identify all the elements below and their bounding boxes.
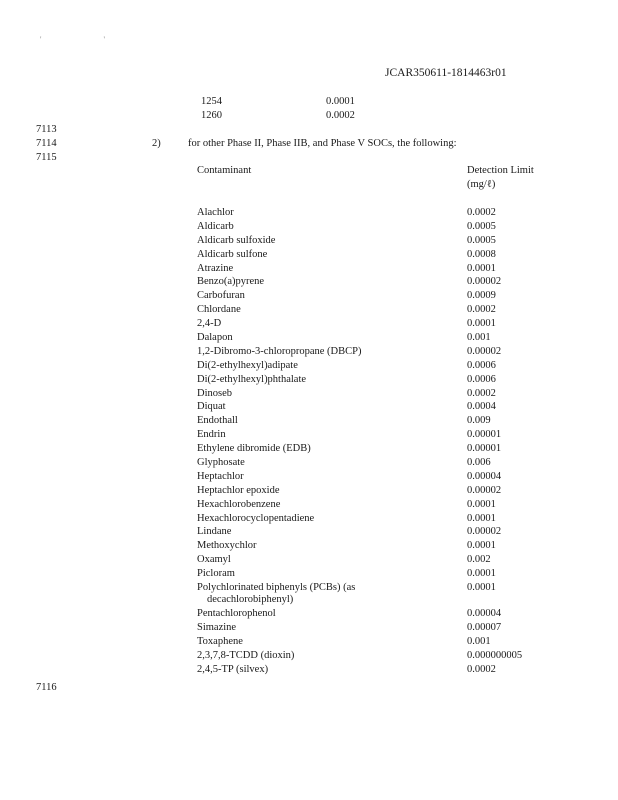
item-text: for other Phase II, Phase IIB, and Phase V SOCs, the following: <box>188 138 457 149</box>
contaminant-name: Alachlor <box>197 207 234 218</box>
detection-limit: 0.00002 <box>467 526 502 538</box>
contaminant-table <box>197 208 577 679</box>
table-row <box>197 277 577 291</box>
contaminant-name: Heptachlor <box>197 470 244 482</box>
contaminant-name: Di(2-ethylhexyl)adipate <box>197 359 298 371</box>
scan-marks: ' ' <box>40 35 135 44</box>
table-row <box>197 236 577 250</box>
contaminant-name: Pentachlorophenol <box>197 608 276 620</box>
detection-limit: 0.0005 <box>467 220 496 232</box>
contaminant-name: Polychlorinated biphenyls (PCBs) (as <box>197 582 356 594</box>
detection-limit: 0.0001 <box>467 582 496 594</box>
table-row <box>197 361 577 375</box>
document-id: JCAR350611-1814463r01 <box>385 67 507 79</box>
column-header-units: (mg/ℓ) <box>467 179 496 190</box>
contaminant-name: 1,2-Dibromo-3-chloropropane (DBCP) <box>197 345 362 357</box>
table-row <box>197 444 577 458</box>
item-number: 2) <box>152 138 161 149</box>
prev-row-value: 0.0001 <box>326 96 355 107</box>
contaminant-name: Picloram <box>197 568 235 580</box>
contaminant-name: 2,3,7,8-TCDD (dioxin) <box>197 649 295 661</box>
detection-limit: 0.002 <box>467 554 491 566</box>
contaminant-name: Glyphosate <box>197 457 245 469</box>
detection-limit: 0.0006 <box>467 359 496 371</box>
detection-limit: 0.0005 <box>467 234 496 246</box>
table-row <box>197 555 577 569</box>
table-row <box>197 609 577 623</box>
contaminant-name: Aldicarb sulfone <box>197 248 268 260</box>
table-row <box>197 250 577 264</box>
table-row <box>197 458 577 472</box>
table-row <box>197 569 577 583</box>
contaminant-name: Benzo(a)pyrene <box>197 276 265 288</box>
detection-limit: 0.0009 <box>467 290 496 302</box>
table-row <box>197 222 577 236</box>
line-number: 7115 <box>36 152 57 163</box>
contaminant-name-continued: decachlorobiphenyl) <box>207 594 294 606</box>
detection-limit: 0.00001 <box>467 443 502 455</box>
line-number: 7113 <box>36 124 57 135</box>
table-row <box>197 651 577 665</box>
table-row <box>197 333 577 347</box>
detection-limit: 0.00004 <box>467 608 502 620</box>
contaminant-name: Lindane <box>197 526 232 538</box>
table-row <box>197 665 577 679</box>
detection-limit: 0.001 <box>467 635 491 647</box>
contaminant-name: Chlordane <box>197 304 241 316</box>
detection-limit: 0.00002 <box>467 484 502 496</box>
detection-limit: 0.0001 <box>467 540 496 552</box>
contaminant-name: Hexachlorocyclopentadiene <box>197 512 315 524</box>
detection-limit: 0.00004 <box>467 470 502 482</box>
contaminant-name: Endrin <box>197 429 226 441</box>
detection-limit: 0.006 <box>467 457 491 469</box>
contaminant-name: Oxamyl <box>197 554 231 566</box>
contaminant-name: Diquat <box>197 401 226 413</box>
contaminant-name: 2,4,5-TP (silvex) <box>197 663 269 675</box>
prev-row-code: 1260 <box>201 110 222 121</box>
contaminant-name: 2,4-D <box>197 318 222 330</box>
column-header-contaminant: Contaminant <box>197 165 252 176</box>
contaminant-name: Toxaphene <box>197 635 243 647</box>
contaminant-name: Atrazine <box>197 262 234 274</box>
detection-limit: 0.0006 <box>467 373 496 385</box>
contaminant-name: Heptachlor epoxide <box>197 484 280 496</box>
detection-limit: 0.0002 <box>467 207 496 218</box>
contaminant-name: Dalapon <box>197 332 233 344</box>
table-row <box>197 527 577 541</box>
contaminant-name: Di(2-ethylhexyl)phthalate <box>197 373 307 385</box>
contaminant-name: Hexachlorobenzene <box>197 498 281 510</box>
detection-limit: 0.009 <box>467 415 491 427</box>
detection-limit: 0.0001 <box>467 262 496 274</box>
detection-limit: 0.0004 <box>467 401 496 413</box>
table-row <box>197 472 577 486</box>
detection-limit: 0.00002 <box>467 345 502 357</box>
detection-limit: 0.0002 <box>467 304 496 316</box>
detection-limit: 0.00002 <box>467 276 502 288</box>
table-row <box>197 389 577 403</box>
contaminant-name: Aldicarb <box>197 220 234 232</box>
table-row <box>197 402 577 416</box>
detection-limit: 0.00001 <box>467 429 502 441</box>
table-row <box>197 305 577 319</box>
detection-limit: 0.00007 <box>467 621 502 633</box>
table-row <box>197 486 577 500</box>
contaminant-name: Carbofuran <box>197 290 245 302</box>
detection-limit: 0.000000005 <box>467 649 523 661</box>
detection-limit: 0.001 <box>467 332 491 344</box>
table-row <box>197 500 577 514</box>
detection-limit: 0.0002 <box>467 387 496 399</box>
contaminant-name: Dinoseb <box>197 387 232 399</box>
prev-row-value: 0.0002 <box>326 110 355 121</box>
table-row <box>197 319 577 333</box>
table-row <box>197 416 577 430</box>
prev-row-code: 1254 <box>201 96 222 107</box>
line-number: 7114 <box>36 138 57 149</box>
table-row <box>197 430 577 444</box>
table-row <box>197 291 577 305</box>
contaminant-name: Aldicarb sulfoxide <box>197 234 276 246</box>
table-row <box>197 541 577 555</box>
line-number: 7116 <box>36 682 57 693</box>
detection-limit: 0.0001 <box>467 568 496 580</box>
table-row <box>197 208 577 222</box>
detection-limit: 0.0001 <box>467 512 496 524</box>
table-row <box>197 375 577 389</box>
table-row <box>197 583 577 609</box>
contaminant-name: Methoxychlor <box>197 540 257 552</box>
detection-limit: 0.0008 <box>467 248 496 260</box>
contaminant-name: Simazine <box>197 621 237 633</box>
table-row <box>197 514 577 528</box>
table-row <box>197 264 577 278</box>
detection-limit: 0.0002 <box>467 663 496 675</box>
table-row <box>197 347 577 361</box>
table-row <box>197 637 577 651</box>
contaminant-name: Ethylene dibromide (EDB) <box>197 443 311 455</box>
contaminant-name: Endothall <box>197 415 238 427</box>
detection-limit: 0.0001 <box>467 318 496 330</box>
table-row <box>197 623 577 637</box>
detection-limit: 0.0001 <box>467 498 496 510</box>
column-header-detection-limit: Detection Limit <box>467 165 534 176</box>
